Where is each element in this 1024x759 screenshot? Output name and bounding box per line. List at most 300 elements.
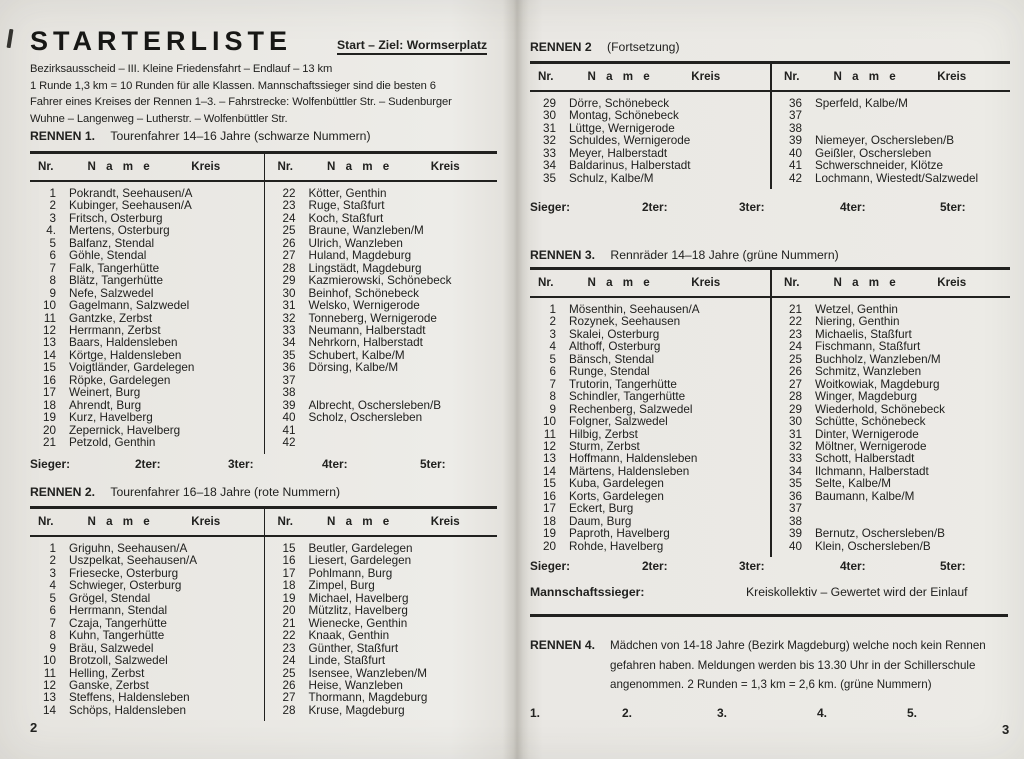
rider-number: 34 (282, 336, 296, 350)
col-header-name: N a m e (833, 70, 900, 83)
col-header-nr: Nr. (784, 70, 800, 83)
rider-name-kreis: Mertens, Osterburg (69, 224, 170, 238)
rider-number: 9 (549, 402, 556, 416)
table-row (30, 437, 258, 449)
table-row (270, 387, 498, 399)
rennen2-table-body (30, 537, 497, 721)
rider-name-kreis: Ulrich, Wanzleben (308, 236, 403, 250)
rider-number: 30 (788, 415, 802, 429)
rider-name-kreis: Liesert, Gardelegen (308, 554, 412, 568)
rider-name-kreis: Michael, Havelberg (308, 591, 409, 605)
table-row (270, 250, 498, 262)
rider-number: 6 (49, 249, 56, 263)
section-divider-rule (530, 614, 1008, 617)
rennen2-sieger-line (530, 200, 1010, 214)
rider-number: 22 (282, 187, 296, 200)
rider-number: 27 (788, 377, 802, 391)
rider-name-kreis: Lochmann, Wiestedt/Salzwedel (815, 171, 979, 185)
rider-name-kreis: Dörsing, Kalbe/M (308, 361, 399, 375)
rider-number: 42 (282, 436, 296, 450)
table-row (530, 366, 764, 378)
rider-name-kreis: Selte, Kalbe/M (815, 477, 892, 491)
table-row (30, 275, 258, 287)
rider-name-kreis: Herrmann, Zerbst (69, 323, 161, 337)
rider-name-kreis: Steffens, Haldensleben (69, 691, 190, 705)
rennen2-table (30, 506, 497, 721)
intro-line-2: 1 Runde 1,3 km = 10 Runden für alle Klassen. Mannschaftssieger sind die besten 6 (30, 79, 436, 92)
rider-number: 18 (282, 579, 296, 593)
rider-name-kreis: Sperfeld, Kalbe/M (815, 97, 908, 110)
table-row (270, 437, 498, 449)
intro-line-4: Wuhne – Langenweg – Lutherstr. – Wolfenbüttler Str. (30, 112, 288, 125)
rennen2-table-header (30, 506, 497, 537)
rider-name-kreis: Helling, Zerbst (69, 666, 145, 680)
rider-number: 8 (49, 629, 56, 643)
table-row (270, 630, 498, 642)
rider-name-kreis: Kuhn, Tangerhütte (69, 629, 165, 643)
table-row (776, 541, 1010, 553)
rider-name-kreis: Günther, Staßfurt (308, 641, 399, 655)
mannschaftssieger-label: Mannschaftssieger: (530, 585, 645, 599)
rider-number: 38 (788, 514, 802, 528)
rider-number: 31 (788, 427, 802, 441)
table-row (30, 225, 258, 237)
table-row (270, 605, 498, 617)
rider-name-kreis: Brotzoll, Salzwedel (69, 654, 168, 668)
table-row (776, 478, 1010, 490)
rider-name-kreis: Blätz, Tangerhütte (69, 274, 163, 288)
rider-number: 13 (542, 452, 556, 466)
rider-number: 14 (42, 348, 56, 362)
mannschaftssieger-line (530, 585, 1010, 599)
col-header-name: N a m e (587, 70, 654, 83)
rennen1-rows-right (258, 188, 498, 450)
rider-name-kreis: Körtge, Haldensleben (69, 348, 182, 362)
rider-number: 40 (788, 146, 802, 160)
rennen3-rows-left (530, 304, 764, 553)
rider-number: 11 (543, 427, 556, 441)
rider-name-kreis: Wiederhold, Schönebeck (815, 402, 945, 416)
rider-number: 28 (282, 261, 296, 275)
rider-number: 24 (282, 211, 296, 225)
col-header-nr: Nr. (538, 70, 554, 83)
rider-number: 23 (282, 199, 296, 213)
rider-name-kreis: Geißler, Oschersleben (815, 146, 932, 160)
rider-number: 35 (542, 171, 556, 185)
col-header-kreis: Kreis (430, 515, 460, 528)
rider-name-kreis: Rechenberg, Salzwedel (569, 402, 693, 416)
rennen2-fortsetzung-table (530, 61, 1010, 189)
rider-number: 3 (49, 211, 56, 225)
rider-number: 33 (788, 452, 802, 466)
rider-number: 9 (49, 641, 56, 655)
rider-name-kreis: Fritsch, Osterburg (69, 211, 163, 225)
rennen1-heading (30, 129, 371, 143)
rider-number: 27 (282, 691, 296, 705)
rider-name-kreis: Ganske, Zerbst (69, 678, 149, 692)
rider-number: 39 (788, 527, 802, 541)
rennen2-forts-rows-right (764, 98, 1010, 185)
rennen4-text (610, 636, 1012, 695)
rider-name-kreis: Schindler, Tangerhütte (569, 390, 686, 404)
table-row (530, 391, 764, 403)
rider-name-kreis: Woitkowiak, Magdeburg (815, 377, 940, 391)
table-row (776, 528, 1010, 540)
fuenfter-label: 5ter: (940, 200, 966, 214)
rider-number: 17 (542, 502, 556, 516)
rider-name-kreis: Röpke, Gardelegen (69, 373, 171, 387)
rider-number: 41 (282, 423, 296, 437)
rider-number: 15 (542, 477, 556, 491)
rennen3-sieger-line (530, 559, 1010, 573)
col-header-nr: Nr. (538, 276, 554, 289)
rider-name-kreis: Griguhn, Seehausen/A (69, 542, 188, 555)
rider-name-kreis: Wetzel, Genthin (815, 303, 898, 316)
rider-number: 26 (788, 365, 802, 379)
rider-number: 6 (549, 365, 556, 379)
rennen3-rows-right (764, 304, 1010, 553)
rider-number: 17 (42, 386, 56, 400)
rider-number: 11 (43, 311, 56, 325)
intro-paragraph (30, 61, 500, 127)
header-right-half (258, 515, 498, 528)
rider-number: 10 (542, 415, 556, 429)
rider-name-kreis: Eckert, Burg (569, 502, 634, 516)
rider-number: 9 (49, 286, 56, 300)
rider-name-kreis: Thormann, Magdeburg (308, 691, 428, 705)
rider-number: 35 (788, 477, 802, 491)
sieger-label: Sieger: (30, 457, 70, 471)
dritter-label: 3ter: (228, 457, 254, 471)
rennen4-line-1: Mädchen von 14-18 Jahre (Bezirk Magdeburg) welche noch kein Rennen (610, 639, 986, 652)
vierter-label: 4ter: (840, 559, 866, 573)
rider-name-kreis: Hoffmann, Haldensleben (569, 452, 698, 466)
table-row (776, 135, 1010, 147)
table-row (30, 362, 258, 374)
table-row (776, 491, 1010, 503)
rider-number: 25 (282, 666, 296, 680)
rider-number: 19 (282, 591, 296, 605)
table-row (30, 250, 258, 262)
placing-1: 1. (530, 706, 541, 720)
rider-number: 31 (282, 299, 296, 313)
rider-name-kreis: Pohlmann, Burg (308, 566, 393, 580)
rider-name-kreis: Huland, Magdeburg (308, 249, 412, 263)
rider-number: 6 (49, 604, 56, 618)
rider-number: 35 (282, 348, 296, 362)
table-row (30, 412, 258, 424)
rennen2-fortsetzung-heading (530, 40, 680, 54)
rider-name-kreis: Kazmierowski, Schönebeck (308, 274, 452, 288)
rider-name-kreis: Baars, Haldensleben (69, 336, 178, 350)
rider-number: 11 (43, 666, 56, 680)
table-row (530, 491, 764, 503)
rider-name-kreis: Hilbig, Zerbst (569, 427, 638, 441)
rider-name-kreis: Rohde, Havelberg (569, 539, 664, 553)
rider-number: 25 (788, 352, 802, 366)
rider-number: 13 (42, 336, 56, 350)
table-row (30, 300, 258, 312)
rider-name-kreis: Lüttge, Wernigerode (569, 121, 675, 135)
table-row (270, 225, 498, 237)
rider-name-kreis: Schuldes, Wernigerode (569, 134, 691, 148)
rider-name-kreis: Welsko, Wernigerode (308, 299, 420, 313)
table-row (776, 503, 1010, 515)
sieger-label: Sieger: (530, 559, 570, 573)
rider-number: 26 (282, 678, 296, 692)
table-row (30, 375, 258, 387)
rider-name-kreis: Schwerschneider, Klötze (815, 159, 943, 173)
col-header-name: N a m e (87, 160, 154, 173)
rider-number: 16 (542, 489, 556, 503)
rider-number: 1 (49, 187, 56, 200)
rider-name-kreis: Schubert, Kalbe/M (308, 348, 405, 362)
rider-number: 2 (549, 315, 556, 329)
rider-name-kreis: Kurz, Havelberg (69, 411, 153, 425)
rider-number: 32 (542, 134, 556, 148)
fuenfter-label: 5ter: (940, 559, 966, 573)
rennen3-table-header (530, 267, 1010, 298)
table-row (30, 387, 258, 399)
rider-number: 32 (282, 311, 296, 325)
rennen4-label: RENNEN 4. (530, 638, 596, 652)
col-header-name: N a m e (326, 515, 393, 528)
col-header-name: N a m e (833, 276, 900, 289)
rider-number: 18 (542, 514, 556, 528)
table-row (30, 605, 258, 617)
rider-number: 29 (282, 274, 296, 288)
rennen2-label: RENNEN 2. (30, 485, 96, 499)
table-row (30, 630, 258, 642)
rider-number: 36 (788, 97, 802, 110)
table-row (270, 300, 498, 312)
rider-number: 8 (49, 274, 56, 288)
rider-name-kreis: Nefe, Salzwedel (69, 286, 154, 300)
rider-name-kreis: Zimpel, Burg (308, 579, 375, 593)
rider-number: 30 (542, 109, 556, 123)
rider-name-kreis: Nehrkorn, Halberstadt (308, 336, 423, 350)
rider-name-kreis: Schöps, Haldensleben (69, 703, 186, 717)
rider-number: 38 (282, 386, 296, 400)
vierter-label: 4ter: (840, 200, 866, 214)
rider-name-kreis: Rozynek, Seehausen (569, 315, 681, 329)
col-header-kreis: Kreis (937, 276, 967, 289)
mannschaftssieger-value: Kreiskollektiv – Gewertet wird der Einlauf (746, 585, 968, 599)
rennen2-rows-right (258, 543, 498, 717)
rider-name-kreis: Baldarinus, Halberstadt (569, 159, 691, 173)
table-row (270, 275, 498, 287)
rider-name-kreis: Knaak, Genthin (308, 629, 390, 643)
table-row (776, 466, 1010, 478)
rider-number: 41 (788, 159, 802, 173)
rider-name-kreis: Michaelis, Staßfurt (815, 327, 912, 341)
table-row (30, 705, 258, 717)
rennen3-subtitle: Rennräder 14–18 Jahre (grüne Nummern) (610, 248, 839, 262)
rider-name-kreis: Niering, Genthin (815, 315, 900, 329)
rider-number: 40 (788, 539, 802, 553)
rider-name-kreis: Skalei, Osterburg (569, 327, 660, 341)
dritter-label: 3ter: (739, 559, 765, 573)
col-header-nr: Nr. (38, 160, 54, 173)
rider-number: 24 (788, 340, 802, 354)
rider-name-kreis: Althoff, Osterburg (569, 340, 661, 354)
rider-number: 22 (282, 629, 296, 643)
rider-name-kreis: Göhle, Stendal (69, 249, 147, 263)
rider-name-kreis: Schwieger, Osterburg (69, 579, 182, 593)
rider-name-kreis: Schmitz, Wanzleben (815, 365, 922, 379)
rider-number: 26 (282, 236, 296, 250)
table-row (530, 341, 764, 353)
rennen3-heading (530, 248, 839, 262)
col-header-kreis: Kreis (191, 515, 221, 528)
rider-name-kreis: Mösenthin, Seehausen/A (569, 303, 700, 316)
rennen2-subtitle: Tourenfahrer 16–18 Jahre (rote Nummern) (110, 485, 341, 499)
rennen1-subtitle: Tourenfahrer 14–16 Jahre (schwarze Nummern) (110, 129, 371, 143)
header-right-half (258, 160, 498, 173)
table-row (270, 568, 498, 580)
rider-number: 31 (542, 121, 556, 135)
table-row (776, 341, 1010, 353)
table-row (776, 160, 1010, 172)
table-row (270, 705, 498, 717)
table-row (530, 135, 764, 147)
rider-number: 12 (542, 439, 556, 453)
rider-number: 3 (49, 566, 56, 580)
rider-number: 14 (542, 464, 556, 478)
rider-number: 1 (549, 303, 556, 316)
rider-number: 19 (542, 527, 556, 541)
rider-number: 3 (549, 327, 556, 341)
table-row (776, 173, 1010, 185)
col-header-kreis: Kreis (430, 160, 460, 173)
table-row (30, 655, 258, 667)
page-number-right: 3 (1002, 722, 1010, 737)
table-row (530, 173, 764, 185)
rider-name-kreis: Baumann, Kalbe/M (815, 489, 915, 503)
rider-name-kreis: Meyer, Halberstadt (569, 146, 668, 160)
rider-name-kreis: Korts, Gardelegen (569, 489, 664, 503)
table-row (270, 425, 498, 437)
rider-name-kreis: Folgner, Salzwedel (569, 415, 668, 429)
rider-name-kreis: Lingstädt, Magdeburg (308, 261, 422, 275)
table-row (776, 391, 1010, 403)
rider-name-kreis: Petzold, Genthin (69, 436, 156, 450)
rider-number: 36 (788, 489, 802, 503)
rider-name-kreis: Daum, Burg (569, 514, 632, 528)
rider-number: 30 (282, 286, 296, 300)
rider-number: 33 (542, 146, 556, 160)
rider-number: 10 (42, 654, 56, 668)
rider-name-kreis: Schütte, Schönebeck (815, 415, 926, 429)
rider-name-kreis: Albrecht, Oschersleben/B (308, 398, 442, 412)
rennen4-placings-line (530, 706, 917, 720)
rider-name-kreis: Weinert, Burg (69, 386, 141, 400)
rider-name-kreis: Gantzke, Zerbst (69, 311, 153, 325)
rennen1-label: RENNEN 1. (30, 129, 96, 143)
rider-name-kreis: Falk, Tangerhütte (69, 261, 160, 275)
rider-number: 42 (788, 171, 802, 185)
rider-number: 20 (42, 423, 56, 437)
rennen1-sieger-line (30, 457, 497, 471)
rider-name-kreis: Niemeyer, Oschersleben/B (815, 134, 955, 148)
table-row (530, 478, 764, 490)
rennen3-table (530, 267, 1010, 557)
rider-name-kreis: Buchholz, Wanzleben/M (815, 352, 941, 366)
vierter-label: 4ter: (322, 457, 348, 471)
rider-number: 17 (282, 566, 296, 580)
rider-number: 4 (49, 579, 56, 593)
rider-name-kreis: Zepernick, Havelberg (69, 423, 181, 437)
table-row (776, 110, 1010, 122)
rider-number: 21 (282, 616, 296, 630)
rider-number: 32 (788, 439, 802, 453)
rider-number: 37 (788, 109, 802, 123)
rider-number: 2 (49, 554, 56, 568)
rider-name-kreis: Möltner, Wernigerode (815, 439, 927, 453)
rider-number: 21 (788, 303, 802, 316)
table-row (530, 528, 764, 540)
rider-name-kreis: Ilchmann, Halberstadt (815, 464, 929, 478)
table-row (776, 416, 1010, 428)
rider-number: 34 (542, 159, 556, 173)
rennen1-table-header (30, 151, 497, 182)
rider-number: 5 (49, 591, 56, 605)
rennen2-forts-rows-left (530, 98, 764, 185)
rider-name-kreis: Mützlitz, Havelberg (308, 604, 408, 618)
rider-name-kreis: Friesecke, Osterburg (69, 566, 179, 580)
rider-name-kreis: Linde, Staßfurt (308, 654, 386, 668)
page-title: STARTERLISTE (30, 26, 292, 56)
rider-name-kreis: Kötter, Genthin (308, 187, 387, 200)
col-header-kreis: Kreis (691, 276, 721, 289)
rider-number: 28 (788, 390, 802, 404)
rider-number: 7 (49, 616, 56, 630)
header-right-half (764, 70, 1010, 83)
rider-number: 7 (49, 261, 56, 275)
col-header-nr: Nr. (784, 276, 800, 289)
table-row (530, 429, 764, 441)
rider-number: 38 (788, 121, 802, 135)
rider-number: 24 (282, 654, 296, 668)
rider-number: 19 (42, 411, 56, 425)
rider-name-kreis: Kruse, Magdeburg (308, 703, 405, 717)
rennen1-table-body (30, 182, 497, 454)
rider-number: 5 (549, 352, 556, 366)
zweiter-label: 2ter: (642, 200, 668, 214)
zweiter-label: 2ter: (642, 559, 668, 573)
rider-name-kreis: Tonneberg, Wernigerode (308, 311, 437, 325)
page-number-left: 2 (30, 720, 38, 735)
rider-name-kreis: Runge, Stendal (569, 365, 650, 379)
rider-number: 29 (788, 402, 802, 416)
rider-number: 25 (282, 224, 296, 238)
rider-name-kreis: Beutler, Gardelegen (308, 542, 413, 555)
col-header-nr: Nr. (277, 515, 293, 528)
col-header-name: N a m e (326, 160, 393, 173)
intro-line-3: Fahrer eines Kreises der Rennen 1–3. – Fahrstrecke: Wolfenbüttler Str. – Sudenburger (30, 96, 452, 108)
rider-name-kreis: Kubinger, Seehausen/A (69, 199, 192, 213)
table-row (270, 655, 498, 667)
rider-name-kreis: Montag, Schönebeck (569, 109, 679, 123)
rider-number: 1 (49, 542, 56, 555)
rider-number: 4. (46, 224, 56, 238)
rider-number: 5 (49, 236, 56, 250)
rider-number: 12 (42, 678, 56, 692)
rider-name-kreis: Beinhof, Schönebeck (308, 286, 419, 300)
table-row (776, 366, 1010, 378)
rider-number: 21 (42, 436, 56, 450)
rider-number: 16 (42, 373, 56, 387)
